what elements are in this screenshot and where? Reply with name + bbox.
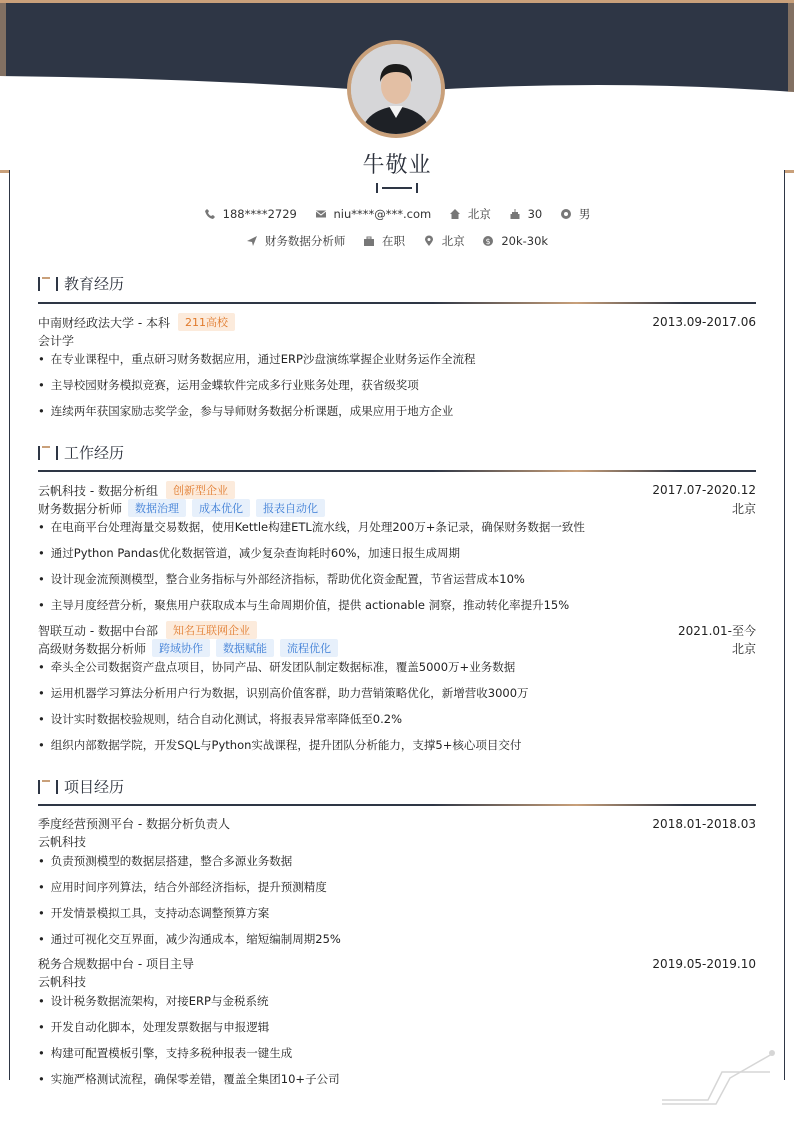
list-item: • 构建可配置模板引擎，支持多税种报表一键生成 <box>38 1045 756 1061</box>
target-city-item <box>423 233 465 249</box>
candidate-name: 牛敬业 <box>362 153 432 178</box>
company-tag: 创新型企业 <box>166 481 235 499</box>
company-tag: 知名互联网企业 <box>166 621 257 639</box>
section-label: 教育经历 <box>64 275 125 293</box>
project-header <box>38 955 756 972</box>
work-location: 北京 <box>731 641 756 656</box>
list-item: • 开发情景模拟工具，支持动态调整预算方案 <box>38 905 756 921</box>
briefcase-icon <box>363 235 375 247</box>
school-name: 中南财经政法大学 - 本科 <box>38 315 170 330</box>
phone-item <box>204 207 297 221</box>
list-item: • 设计税务数据流架构，对接ERP与金税系统 <box>38 993 756 1009</box>
section-mark-icon <box>38 780 60 794</box>
education-header <box>38 313 756 331</box>
position-item <box>246 233 346 249</box>
project-company-row <box>38 833 756 850</box>
gender-icon <box>560 208 572 220</box>
project-date: 2019.05-2019.10 <box>652 956 756 971</box>
list-item: • 实施严格测试流程，确保零差错，覆盖全集团10+子公司 <box>38 1071 756 1087</box>
section-divider <box>38 470 756 472</box>
skill-tag: 跨域协作 <box>152 639 210 657</box>
gender-item <box>560 206 591 222</box>
list-item: • 通过可视化交互界面，减少沟通成本，缩短编制周期25% <box>38 931 756 947</box>
skill-tag: 流程优化 <box>280 639 338 657</box>
contact-row <box>0 206 794 223</box>
salary-text: 20k-30k <box>501 234 549 248</box>
education-major-row <box>38 332 756 349</box>
send-icon <box>246 235 258 247</box>
work-section-title <box>38 442 124 463</box>
list-item: • 通过Python Pandas优化数据管道，减少复杂查询耗时60%，加速日报生成周期 <box>38 545 756 561</box>
list-item: • 开发自动化脚本，处理发票数据与申报逻辑 <box>38 1019 756 1035</box>
target-city-text: 北京 <box>441 234 465 248</box>
skill-tag: 数据治理 <box>128 499 186 517</box>
phone-text: 188****2729 <box>222 207 297 221</box>
section-mark-icon <box>38 277 60 291</box>
status-item <box>363 233 405 249</box>
salary-item <box>482 234 548 248</box>
list-item: • 在电商平台处理海量交易数据，使用Kettle构建ETL流水线，月处理200万+条记录，确保财务数据一致性 <box>38 519 756 535</box>
education-section-title <box>38 273 124 294</box>
major: 会计学 <box>38 334 75 348</box>
skill-tag: 成本优化 <box>192 499 250 517</box>
section-mark-icon <box>38 446 60 460</box>
email-text: niu****@***.com <box>333 207 432 221</box>
job-title: 高级财务数据分析师 <box>38 641 147 656</box>
portrait-image <box>351 44 441 134</box>
svg-text:$: $ <box>485 237 491 246</box>
education-date: 2013.09-2017.06 <box>652 315 756 329</box>
age-text: 30 <box>527 207 543 221</box>
work-date: 2017.07-2020.12 <box>652 483 756 497</box>
corner-decoration <box>660 1048 778 1106</box>
mail-icon <box>315 208 327 220</box>
left-border <box>9 170 10 1080</box>
section-label: 工作经历 <box>64 444 125 462</box>
project-company: 云帆科技 <box>38 835 87 849</box>
avatar <box>347 40 445 138</box>
company-name: 云帆科技 - 数据分析组 <box>38 483 158 498</box>
list-item: • 设计现金流预测模型，整合业务指标与外部经济指标，帮助优化资金配置，节省运营成本10% <box>38 571 756 587</box>
project-date: 2018.01-2018.03 <box>652 816 756 831</box>
home-icon <box>449 208 461 220</box>
list-item: • 负责预测模型的数据层搭建，整合多源业务数据 <box>38 853 756 869</box>
project-section-title <box>38 776 124 797</box>
position-text: 财务数据分析师 <box>264 234 346 248</box>
list-item: • 在专业课程中，重点研习财务数据应用，通过ERP沙盘演练掌握企业财务运作全流程 <box>38 351 756 367</box>
money-icon <box>482 235 494 247</box>
age-item <box>509 207 543 221</box>
school-tag: 211高校 <box>178 313 235 331</box>
right-border <box>784 170 785 1080</box>
status-text: 在职 <box>382 234 406 248</box>
city-item <box>449 206 491 222</box>
project-company: 云帆科技 <box>38 975 87 989</box>
list-item: • 主导月度经营分析，聚焦用户获取成本与生命周期价值，提供 actionable 洞察，推动转化率提升15% <box>38 597 756 613</box>
section-label: 项目经历 <box>64 778 125 796</box>
cake-icon <box>509 208 521 220</box>
phone-icon <box>204 208 216 220</box>
company-name: 智联互动 - 数据中台部 <box>38 623 158 638</box>
skill-tag: 报表自动化 <box>256 499 325 517</box>
name-divider <box>376 183 418 193</box>
project-name: 季度经营预测平台 - 数据分析负责人 <box>38 817 230 831</box>
location-pin-icon <box>423 235 435 247</box>
list-item: • 应用时间序列算法，结合外部经济指标，提升预测精度 <box>38 879 756 895</box>
list-item: • 牵头全公司数据资产盘点项目，协同产品、研发团队制定数据标准，覆盖5000万+业务数据 <box>38 659 756 675</box>
section-divider <box>38 804 756 806</box>
work-date: 2021.01-至今 <box>678 623 756 638</box>
project-header <box>38 815 756 832</box>
list-item: • 主导校园财务模拟竞赛，运用金蝶软件完成多行业账务处理，获省级奖项 <box>38 377 756 393</box>
city-text: 北京 <box>467 207 491 221</box>
gender-text: 男 <box>578 207 591 221</box>
skill-tag: 数据赋能 <box>216 639 274 657</box>
work-title-row <box>38 639 756 657</box>
list-item: • 组织内部数据学院，开发SQL与Python实战课程，提升团队分析能力，支撑5+核心项目交付 <box>38 737 756 753</box>
list-item: • 连续两年获国家励志奖学金，参与导师财务数据分析课题，成果应用于地方企业 <box>38 403 756 419</box>
work-header <box>38 481 756 499</box>
job-title: 财务数据分析师 <box>38 501 123 516</box>
work-header <box>38 621 756 639</box>
section-divider <box>38 302 756 304</box>
list-item: • 设计实时数据校验规则，结合自动化测试，将报表异常率降低至0.2% <box>38 711 756 727</box>
work-title-row <box>38 499 756 517</box>
email-item <box>315 207 432 221</box>
job-intent-row <box>0 233 794 250</box>
list-item: • 运用机器学习算法分析用户行为数据，识别高价值客群，助力营销策略优化，新增营收3000万 <box>38 685 756 701</box>
project-company-row <box>38 973 756 990</box>
project-name: 税务合规数据中台 - 项目主导 <box>38 957 194 971</box>
work-location: 北京 <box>731 501 756 516</box>
